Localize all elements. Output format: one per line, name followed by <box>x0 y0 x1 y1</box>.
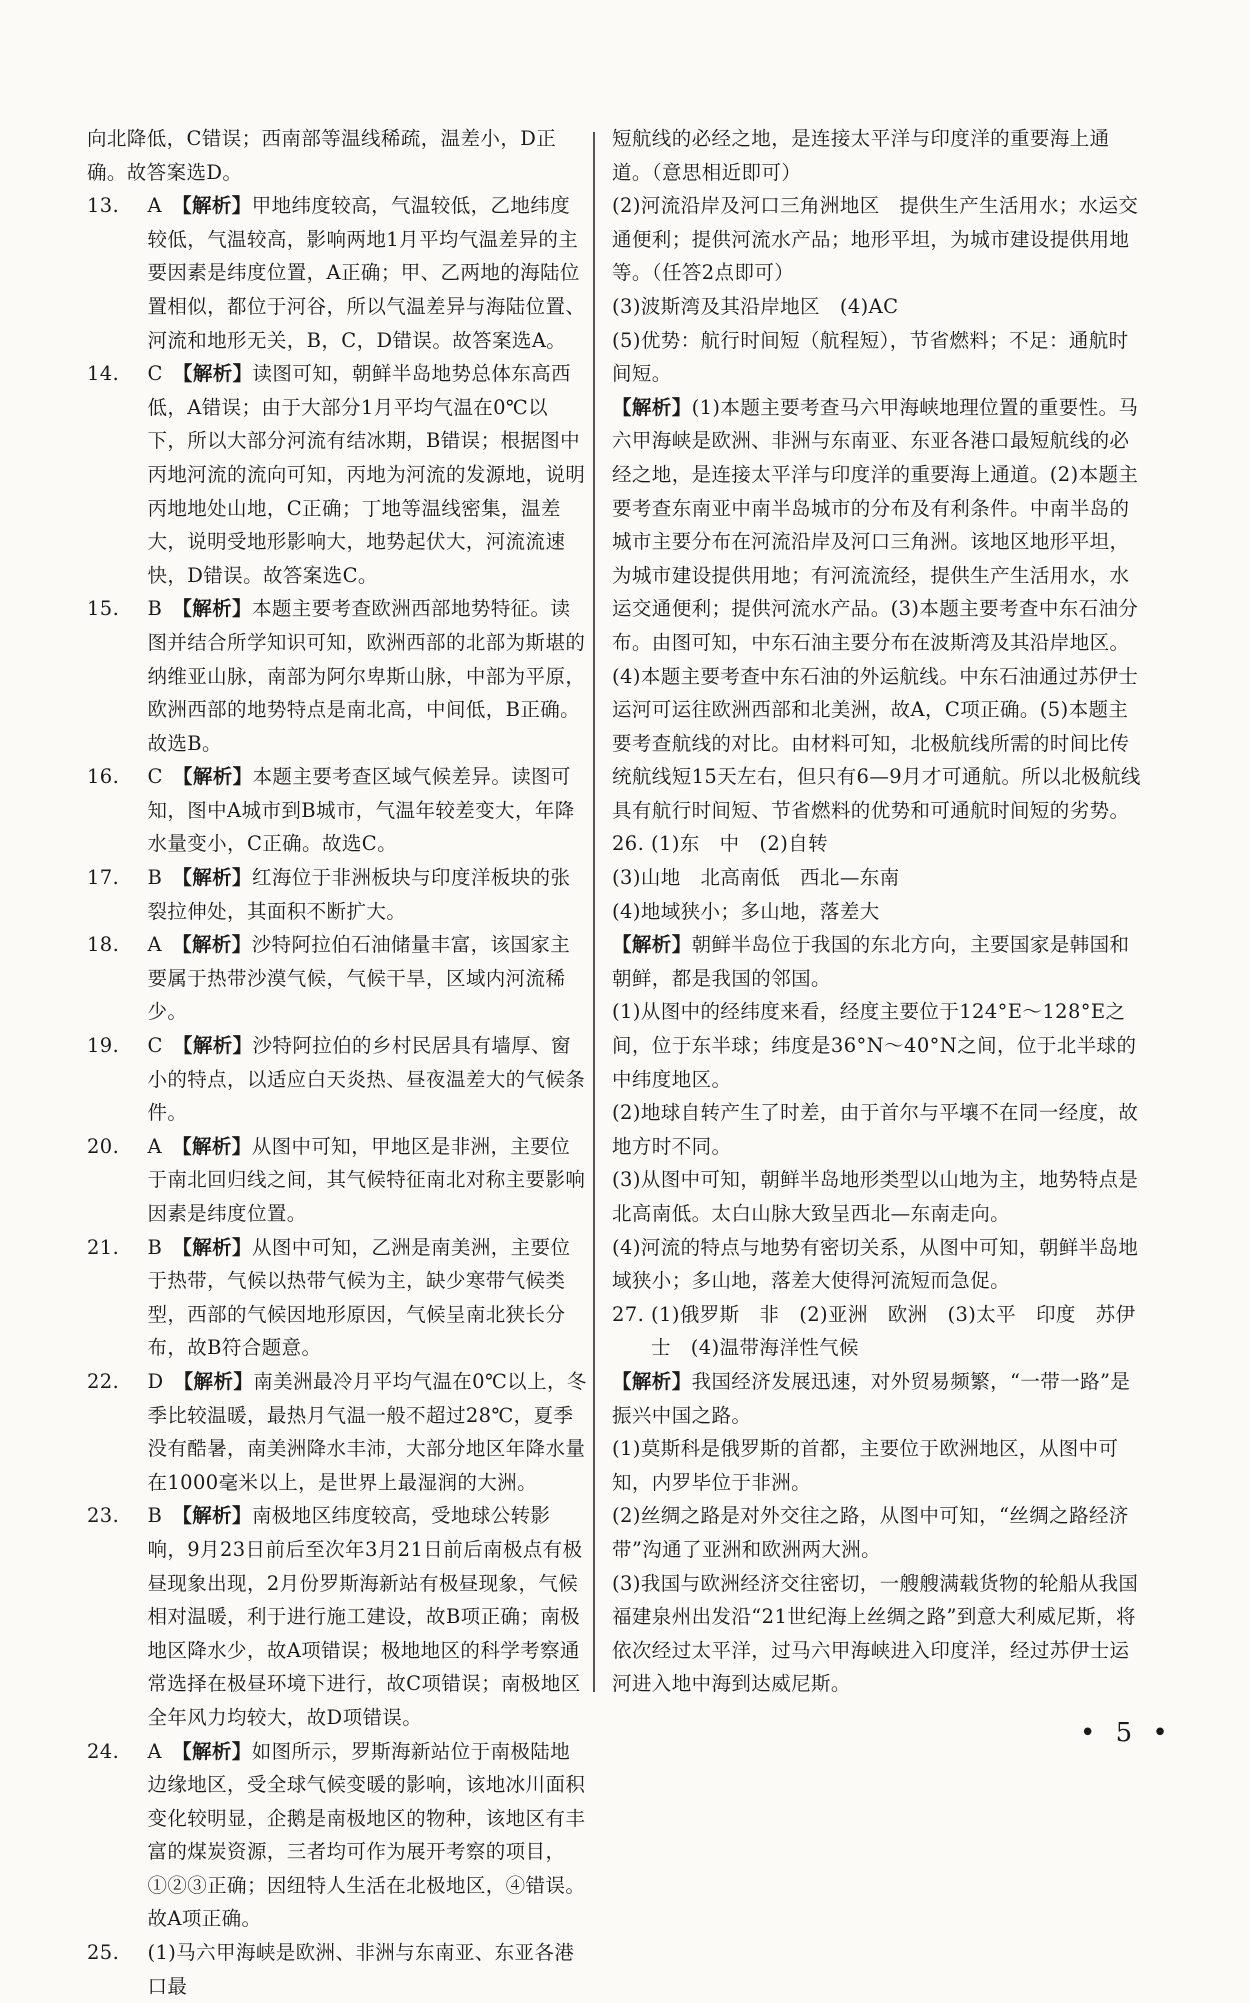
question-number: 13. <box>87 194 120 218</box>
answer-item <box>87 592 587 760</box>
left-column <box>87 122 587 2003</box>
paragraph-text: (3)波斯湾及其沿岸地区 (4)AC <box>612 294 899 318</box>
answer-item <box>87 1130 587 1231</box>
answer-item <box>87 1936 587 2003</box>
paragraph-text: (3)山地 北高南低 西北—东南 <box>612 866 900 890</box>
answer-choice: B <box>147 1235 163 1259</box>
question-number: 22. <box>87 1369 120 1393</box>
text-paragraph <box>612 290 1142 324</box>
text-paragraph <box>612 324 1142 391</box>
text-paragraph <box>612 1163 1142 1230</box>
answer-item <box>87 1029 587 1130</box>
text-paragraph <box>612 1499 1142 1566</box>
analysis-paragraph <box>612 391 1142 828</box>
answer-choice: C <box>147 765 163 789</box>
page-number: • 5 • <box>1080 1718 1174 1748</box>
answer-choice: A <box>147 1134 162 1158</box>
answer-choice: D <box>147 1369 164 1393</box>
paragraph-text: (4)河流的特点与地势有密切关系，从图中可知，朝鲜半岛地域狭小；多山地，落差大使得河流短而急促。 <box>612 1235 1139 1293</box>
answer-item <box>87 189 587 357</box>
analysis-tag: 【解析】 <box>172 1235 252 1259</box>
paragraph-text: 向北降低，C错误；西南部等温线稀疏，温差小，D正确。故答案选D。 <box>87 127 557 184</box>
answer-choice: C <box>147 362 163 386</box>
analysis-tag: 【解析】 <box>612 395 692 419</box>
answer-text: 甲地纬度较高，气温较低，乙地纬度较低，气温较高，影响两地1月平均气温差异的主要因素是纬度位置，A正确；甲、乙两地的海陆位置相似，都位于河谷，所以气温差异与海陆位置、河流和地形无关，B，C，D错误。故答案选A。 <box>147 194 586 352</box>
analysis-tag: 【解析】 <box>172 194 252 218</box>
text-paragraph <box>612 122 1142 189</box>
paragraph-text: 短航线的必经之地，是连接太平洋与印度洋的重要海上通道。（意思相近即可） <box>612 127 1110 184</box>
question-number: 17. <box>87 866 120 890</box>
question-number: 25. <box>87 1941 120 1965</box>
answer-text: (1)东 中 (2)自转 <box>651 832 829 856</box>
question-number: 27. <box>612 1302 645 1326</box>
answer-text: 读图可知，朝鲜半岛地势总体东高西低，A错误；由于大部分1月平均气温在0℃以下，所以大部分河流有结冰期，B错误；根据图中丙地河流的流向可知，丙地为河流的发源地，说明丙地地处山地，C正确；丁地等温线密集，温差大，说明受地形影响大，地势起伏大，河流流速快，D错误。故答案选C。 <box>147 362 586 587</box>
answer-text: 南极地区纬度较高，受地球公转影响，9月23日前后至次年3月21日前后南极点有极昼现象出现，2月份罗斯海新站有极昼现象，气候相对温暖，利于进行施工建设，故B项正确；南极地区降水少，故A项错误；极地地区的科学考察通常选择在极昼环境下进行，故C项错误；南极地区全年风力均较大，故D项错误。 <box>147 1504 583 1729</box>
text-paragraph <box>612 861 1142 895</box>
analysis-tag: 【解析】 <box>172 866 252 890</box>
question-number: 21. <box>87 1235 120 1259</box>
answer-item <box>87 861 587 928</box>
answer-item <box>87 928 587 1029</box>
question-number: 14. <box>87 362 120 386</box>
analysis-tag: 【解析】 <box>172 933 252 957</box>
answer-choice: B <box>147 866 163 890</box>
column-divider <box>593 132 595 1692</box>
text-paragraph <box>612 995 1142 1096</box>
answer-text: 从图中可知，乙洲是南美洲，主要位于热带，气候以热带气候为主，缺少寒带气候类型，西部的气候因地形原因，气候呈南北狭长分布，故B符合题意。 <box>147 1235 571 1360</box>
analysis-tag: 【解析】 <box>612 1369 692 1393</box>
paragraph-text: (2)地球自转产生了时差，由于首尔与平壤不在同一经度，故地方时不同。 <box>612 1101 1139 1158</box>
paragraph-text: (2)丝绸之路是对外交往之路，从图中可知，“丝绸之路经济带”沟通了亚洲和欧洲两大洲。 <box>612 1504 1129 1561</box>
answer-text: 沙特阿拉伯石油储量丰富，该国家主要属于热带沙漠气候，气候干旱，区域内河流稀少。 <box>147 933 571 1024</box>
answer-choice: A <box>147 1739 162 1763</box>
text-paragraph <box>612 1432 1142 1499</box>
text-paragraph <box>612 1231 1142 1298</box>
analysis-tag: 【解析】 <box>172 1504 252 1528</box>
text-paragraph <box>612 1096 1142 1163</box>
answer-text: (1)俄罗斯 非 (2)亚洲 欧洲 (3)太平 印度 苏伊士 (4)温带海洋性气候 <box>651 1302 1136 1360</box>
answer-item <box>612 1298 1142 1365</box>
text-paragraph <box>612 189 1142 290</box>
analysis-text: (1)本题主要考查马六甲海峡地理位置的重要性。马六甲海峡是欧洲、非洲与东南亚、东亚各港口最短航线的必经之地，是连接太平洋与印度洋的重要海上通道。(2)本题主要考查东南亚中南半岛城市的分布及有利条件。中南半岛的城市主要分布在河流沿岸及河口三角洲。该地区地形平坦，为城市建设提供用地；有河流流经，提供生产生活用水，水运交通便利；提供河流水产品。(3)本题主要考查中东石油分布。由图可知，中东石油主要分布在波斯湾及其沿岸地区。(4)本题主要考查中东石油的外运航线。中东石油通过苏伊士运河可运往欧洲西部和北美洲，故A，C项正确。(5)本题主要考查航线的对比。由材料可知，北极航线所需的时间比传统航线短15天左右，但只有6—9月才可通航。所以北极航线具有航行时间短、节省燃料的优势和可通航时间短的劣势。 <box>612 395 1141 822</box>
paragraph-text: (3)从图中可知，朝鲜半岛地形类型以山地为主，地势特点是北高南低。太白山脉大致呈西北—东南走向。 <box>612 1168 1139 1225</box>
answer-item <box>87 357 587 592</box>
answer-choice: B <box>147 1504 163 1528</box>
question-number: 20. <box>87 1134 120 1158</box>
analysis-text: 朝鲜半岛位于我国的东北方向，主要国家是韩国和朝鲜，都是我国的邻国。 <box>612 933 1130 990</box>
question-number: 26. <box>612 832 645 856</box>
paragraph-text: (2)河流沿岸及河口三角洲地区 提供生产生活用水；水运交通便利；提供河流水产品；地形平坦，为城市建设提供用地等。（任答2点即可） <box>612 194 1139 285</box>
answer-choice: C <box>147 1034 163 1058</box>
question-number: 24. <box>87 1739 120 1763</box>
answer-text: 沙特阿拉伯的乡村民居具有墙厚、窗小的特点，以适应白天炎热、昼夜温差大的气候条件。 <box>147 1034 586 1125</box>
answer-text: 本题主要考查欧洲西部地势特征。读图并结合所学知识可知，欧洲西部的北部为斯堪的纳维亚山脉，南部为阿尔卑斯山脉，中部为平原，欧洲西部的地势特点是南北高，中间低，B正确。故选B。 <box>147 597 586 755</box>
text-paragraph <box>87 122 587 189</box>
text-paragraph <box>612 895 1142 929</box>
paragraph-text: (4)地域狭小；多山地，落差大 <box>612 899 880 923</box>
analysis-tag: 【解析】 <box>172 1034 253 1058</box>
answer-item <box>87 1365 587 1499</box>
answer-text: 从图中可知，甲地区是非洲，主要位于南北回归线之间，其气候特征南北对称主要影响因素是纬度位置。 <box>147 1134 586 1225</box>
answer-text: 红海位于非洲板块与印度洋板块的张裂拉伸处，其面积不断扩大。 <box>147 866 571 923</box>
answer-item <box>87 1735 587 1937</box>
question-number: 23. <box>87 1504 120 1528</box>
text-paragraph <box>612 1567 1142 1701</box>
answer-item <box>87 760 587 861</box>
question-number: 19. <box>87 1034 120 1058</box>
paragraph-text: (3)我国与欧洲经济交往密切，一艘艘满载货物的轮船从我国福建泉州出发沿“21世纪海上丝绸之路”到意大利威尼斯，将依次经过太平洋，过马六甲海峡进入印度洋，经过苏伊士运河进入地中海到达威尼斯。 <box>612 1571 1139 1696</box>
answer-text: 如图所示，罗斯海新站位于南极陆地边缘地区，受全球气候变暖的影响，该地冰川面积变化较明显，企鹅是南极地区的物种，该地区有丰富的煤炭资源，三者均可作为展开考察的项目，①②③正确；因纽特人生活在北极地区，④错误。故A项正确。 <box>147 1739 586 1931</box>
analysis-tag: 【解析】 <box>172 1739 252 1763</box>
analysis-tag: 【解析】 <box>172 362 253 386</box>
analysis-tag: 【解析】 <box>172 765 253 789</box>
analysis-paragraph <box>612 928 1142 995</box>
question-number: 15. <box>87 597 120 621</box>
answer-item <box>87 1499 587 1734</box>
answer-text: 本题主要考查区域气候差异。读图可知，图中A城市到B城市，气温年较差变大，年降水量变小，C正确。故选C。 <box>147 765 575 856</box>
analysis-paragraph <box>612 1365 1142 1432</box>
analysis-tag: 【解析】 <box>173 1369 254 1393</box>
analysis-text: 我国经济发展迅速，对外贸易频繁，“一带一路”是振兴中国之路。 <box>612 1369 1131 1427</box>
question-number: 16. <box>87 765 120 789</box>
answer-choice: A <box>147 933 162 957</box>
analysis-tag: 【解析】 <box>612 933 692 957</box>
analysis-tag: 【解析】 <box>172 597 252 621</box>
answer-text: 南美洲最冷月平均气温在0℃以上，冬季比较温暖，最热月气温一般不超过28℃，夏季没有酷暑，南美洲降水丰沛，大部分地区年降水量在1000毫米以上，是世界上最湿润的大洲。 <box>147 1369 587 1494</box>
analysis-tag: 【解析】 <box>172 1134 252 1158</box>
paragraph-text: (1)莫斯科是俄罗斯的首都，主要位于欧洲地区，从图中可知，内罗毕位于非洲。 <box>612 1437 1119 1494</box>
answer-text: (1)马六甲海峡是欧洲、非洲与东南亚、东亚各港口最 <box>147 1941 575 1998</box>
answer-choice: A <box>147 194 162 218</box>
paragraph-text: (5)优势：航行时间短（航程短），节省燃料；不足：通航时间短。 <box>612 328 1129 386</box>
answer-item <box>87 1231 587 1365</box>
right-column <box>612 122 1142 1701</box>
answer-choice: B <box>147 597 163 621</box>
paragraph-text: (1)从图中的经纬度来看，经度主要位于124°E～128°E之间，位于东半球；纬度是36°N～40°N之间，位于北半球的中纬度地区。 <box>612 1000 1137 1091</box>
answer-item <box>612 827 1142 861</box>
question-number: 18. <box>87 933 120 957</box>
